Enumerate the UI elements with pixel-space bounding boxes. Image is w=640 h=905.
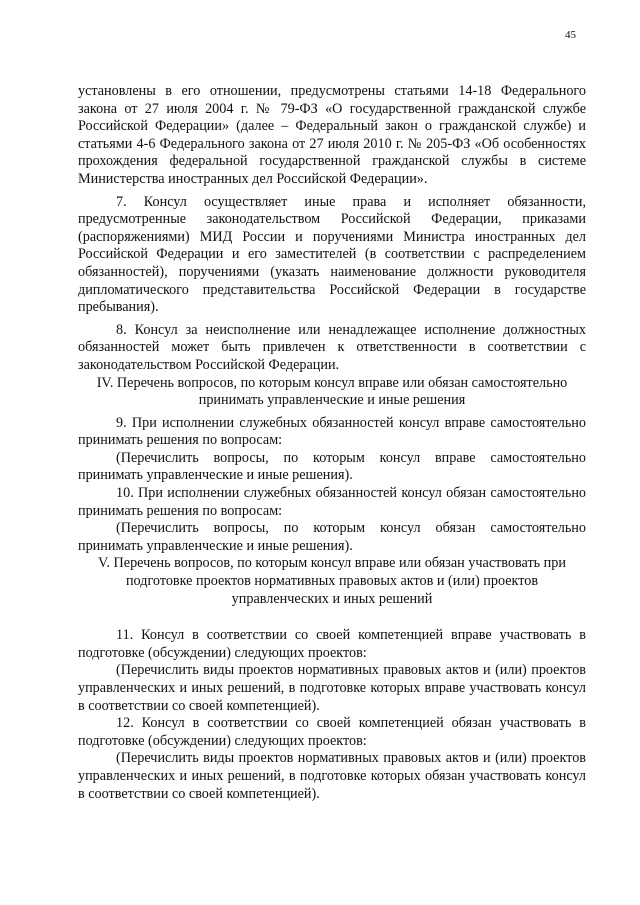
document-body	[78, 83, 586, 803]
paragraph-intro: установлены в его отношении, предусмотрены статьями 14-18 Федерального закона от 27 июля 2004 г. № 79-ФЗ «О государственной гражданской службе Российской Федерации» (далее – Федеральный закон о гражданской службе) и статьями 4-6 Федерального закона от 27 июля 2010 г. № 205-ФЗ «Об особенностях прохождения федеральной государственной гражданской службы в системе Министерства иностранных дел Российской Федерации».	[78, 83, 586, 187]
paragraph-7: 7. Консул осуществляет иные права и исполняет обязанности, предусмотренные законодательством Российской Федерации, приказами (распоряжениями) МИД России и поручениями Министра иностранных дел Российской Федерации и его заместителей (в соответствии с распределением обязанностей), поручениями (указать наименование должности руководителя дипломатического представительства Российской Федерации в государстве пребывания).	[78, 193, 586, 316]
paragraph-9-note: (Перечислить вопросы, по которым консул вправе самостоятельно принимать управленческие и иные решения).	[78, 449, 586, 484]
paragraph-9: 9. При исполнении служебных обязанностей консул вправе самостоятельно принимать решения по вопросам:	[78, 414, 586, 449]
paragraph-12: 12. Консул в соответствии со своей компетенцией обязан участвовать в подготовке (обсуждении) следующих проектов:	[78, 715, 586, 749]
paragraph-11: 11. Консул в соответствии со своей компетенцией вправе участвовать в подготовке (обсуждении) следующих проектов:	[78, 627, 586, 661]
paragraph-8: 8. Консул за неисполнение или ненадлежащее исполнение должностных обязанностей может быть привлечен к ответственности в соответствии с законодательством Российской Федерации.	[78, 321, 586, 373]
section-heading-4: IV. Перечень вопросов, по которым консул вправе или обязан самостоятельно принимать управленческие и иные решения	[96, 374, 568, 409]
paragraph-11-note: (Перечислить виды проектов нормативных правовых актов и (или) проектов управленческих и иных решений, в подготовке которых вправе участвовать консул в соответствии со своей компетенцией).	[78, 662, 586, 714]
paragraph-10: 10. При исполнении служебных обязанностей консул обязан самостоятельно принимать решения по вопросам:	[78, 485, 586, 519]
paragraph-10-note: (Перечислить вопросы, по которым консул обязан самостоятельно принимать управленческие и иные решения).	[78, 520, 586, 554]
paragraph-12-note: (Перечислить виды проектов нормативных правовых актов и (или) проектов управленческих и иных решений, в подготовке которых обязан участвовать консул в соответствии со своей компетенцией).	[78, 750, 586, 802]
section-heading-5: V. Перечень вопросов, по которым консул вправе или обязан участвовать при подготовке проектов нормативных правовых актов и (или) проектов управленческих и иных решений	[98, 555, 566, 607]
page-number: 45	[565, 29, 576, 41]
